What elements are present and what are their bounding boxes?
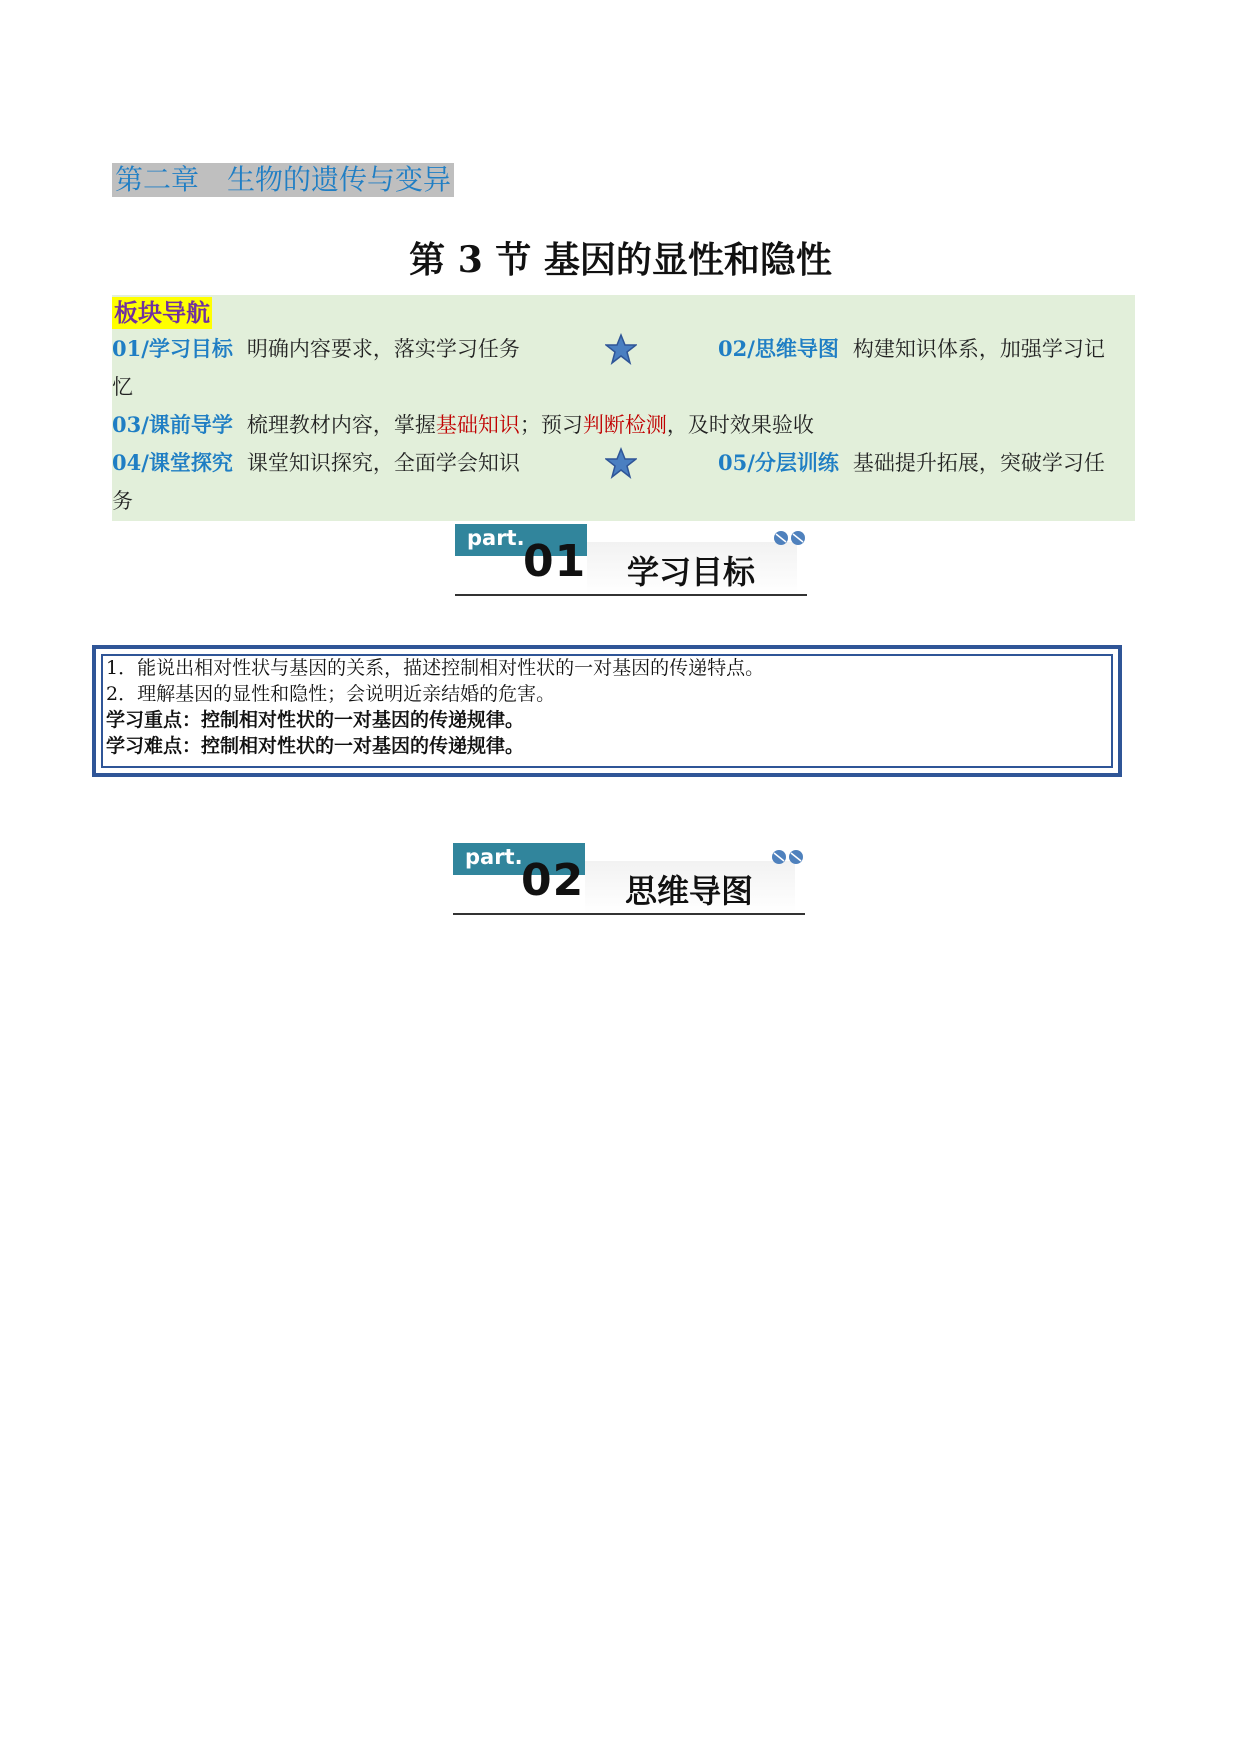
nav-desc (247, 413, 814, 437)
nav-wrap-text: 务 (112, 489, 133, 513)
star-icon (605, 447, 637, 479)
nav-item-mind-map[interactable] (718, 331, 1105, 367)
header-underline (453, 913, 805, 915)
nav-label: 04/课堂探究 (112, 450, 233, 475)
key-point: 学习重点：控制相对性状的一对基因的传递规律。 (106, 709, 525, 731)
part-02-header (453, 843, 805, 915)
desc-text: 梳理教材内容，掌握 (246, 413, 436, 437)
part-name: 思维导图 (625, 872, 754, 910)
nav-item-pre-class[interactable] (112, 407, 814, 443)
part-name: 学习目标 (627, 553, 756, 591)
goal-item: 1．能说出相对性状与基因的关系，描述控制相对性状的一对基因的传递特点。 (106, 657, 765, 679)
desc-text: ；预习 (519, 413, 583, 437)
part-tag-text: part. (467, 526, 525, 550)
difficult-point: 学习难点：控制相对性状的一对基因的传递规律。 (106, 735, 525, 757)
star-icon (605, 333, 637, 365)
judgment-check-highlight: 判断检测 (582, 413, 667, 437)
decorative-dots-icon (773, 528, 807, 548)
nav-desc: 构建知识体系，加强学习记 (852, 337, 1105, 361)
desc-text: ，及时效果验收 (666, 413, 814, 437)
nav-desc: 课堂知识探究，全面学会知识 (246, 451, 520, 475)
part-tag-text: part. (465, 845, 523, 869)
nav-item-layered-training[interactable] (718, 445, 1105, 481)
decorative-dots-icon (771, 847, 805, 867)
part-01-header (455, 524, 807, 596)
nav-desc: 明确内容要求，落实学习任务 (246, 337, 520, 361)
nav-label: 03/课前导学 (112, 412, 233, 437)
header-underline (455, 594, 807, 596)
nav-label: 02/思维导图 (718, 336, 839, 361)
part-number: 01 (523, 536, 587, 587)
nav-item-learning-goals[interactable] (112, 331, 520, 367)
nav-desc: 基础提升拓展，突破学习任 (852, 451, 1105, 475)
goal-item: 2．理解基因的显性和隐性；会说明近亲结婚的危害。 (106, 683, 556, 705)
nav-label: 05/分层训练 (718, 450, 839, 475)
section-navigation (112, 295, 1135, 521)
section-title: 第 3 节 基因的显性和隐性 (409, 239, 832, 281)
learning-goals-box (92, 645, 1122, 777)
nav-wrap-text: 忆 (112, 375, 133, 399)
nav-label: 01/学习目标 (112, 336, 233, 361)
nav-title: 板块导航 (114, 298, 210, 327)
chapter-heading: 第二章 生物的遗传与变异 (112, 163, 454, 197)
nav-item-classroom[interactable] (112, 445, 520, 481)
basic-knowledge-highlight: 基础知识 (435, 413, 520, 437)
part-number: 02 (521, 855, 585, 906)
